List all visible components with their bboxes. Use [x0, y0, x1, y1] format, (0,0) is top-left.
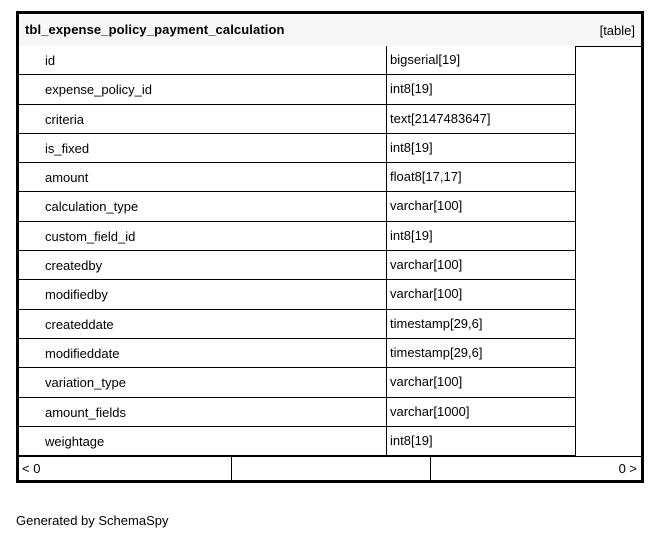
- column-type: varchar[100]: [390, 257, 463, 273]
- children-count[interactable]: 0 >: [618, 461, 637, 476]
- table-node: [16, 11, 644, 483]
- column-name-cell: [19, 398, 387, 427]
- column-name: id: [45, 53, 56, 68]
- column-name-cell: [19, 280, 387, 309]
- column-type-cell: [387, 134, 576, 163]
- column-name: is_fixed: [45, 140, 90, 156]
- column-type: bigserial[19]: [390, 52, 461, 67]
- column-name-cell: [19, 222, 387, 251]
- column-row: [19, 280, 641, 309]
- footer-spacer-cell: [232, 457, 431, 480]
- column-name: amount_fields: [45, 404, 126, 420]
- column-name: calculation_type: [45, 199, 139, 215]
- column-name-cell: [19, 134, 387, 163]
- generated-by-label: Generated by SchemaSpy: [16, 513, 169, 528]
- column-type: float8[17,17]: [390, 169, 462, 185]
- column-list: [19, 46, 641, 456]
- column-type: int8[19]: [390, 432, 433, 448]
- column-type-cell: [387, 222, 576, 251]
- column-type-cell: [387, 75, 576, 104]
- column-type: varchar[100]: [390, 286, 463, 302]
- column-row: [19, 192, 641, 221]
- column-row: [19, 251, 641, 280]
- column-type: varchar[100]: [390, 374, 463, 390]
- column-name: amount: [45, 170, 89, 186]
- column-type: varchar[100]: [390, 198, 463, 214]
- column-name-cell: [19, 427, 387, 456]
- parents-cell: [19, 457, 232, 480]
- column-type: timestamp[29,6]: [390, 344, 483, 360]
- column-row: [19, 310, 641, 339]
- column-row: [19, 427, 641, 456]
- column-name-cell: [19, 192, 387, 221]
- table-kind-label: [table]: [599, 23, 635, 38]
- column-name: criteria: [45, 111, 85, 127]
- column-row: [19, 105, 641, 134]
- column-name: expense_policy_id: [45, 82, 152, 98]
- column-name-cell: [19, 46, 387, 75]
- parents-count[interactable]: < 0: [22, 461, 41, 476]
- column-type-cell: [387, 251, 576, 280]
- column-name-cell: [19, 368, 387, 397]
- column-type: int8[19]: [390, 227, 433, 243]
- column-type: timestamp[29,6]: [390, 315, 483, 331]
- children-cell: [431, 457, 641, 480]
- column-name-cell: [19, 339, 387, 368]
- column-type: varchar[1000]: [390, 403, 470, 419]
- column-type-cell: [387, 339, 576, 368]
- column-type-cell: [387, 105, 576, 134]
- column-row: [19, 46, 641, 75]
- column-type-cell: [387, 46, 576, 75]
- column-type-cell: [387, 368, 576, 397]
- column-type-cell: [387, 192, 576, 221]
- column-row: [19, 339, 641, 368]
- column-name: weightage: [45, 433, 105, 449]
- column-row: [19, 75, 641, 104]
- column-row: [19, 163, 641, 192]
- column-type: int8[19]: [390, 81, 433, 97]
- column-type: int8[19]: [390, 139, 433, 155]
- table-name: tbl_expense_policy_payment_calculation: [25, 22, 285, 37]
- column-name-cell: [19, 310, 387, 339]
- column-name: createddate: [45, 316, 114, 332]
- column-name: modifiedby: [45, 287, 108, 303]
- column-type: text[2147483647]: [390, 110, 491, 126]
- column-name-cell: [19, 163, 387, 192]
- column-type-cell: [387, 310, 576, 339]
- column-type-cell: [387, 280, 576, 309]
- column-row: [19, 368, 641, 397]
- column-type-cell: [387, 398, 576, 427]
- column-name-cell: [19, 75, 387, 104]
- column-name: modifieddate: [45, 345, 120, 361]
- column-row: [19, 134, 641, 163]
- column-name: createdby: [45, 258, 103, 274]
- column-row: [19, 222, 641, 251]
- table-header: [19, 14, 641, 47]
- column-name: custom_field_id: [45, 228, 136, 244]
- column-type-cell: [387, 163, 576, 192]
- table-footer: [19, 456, 641, 480]
- column-row: [19, 398, 641, 427]
- column-type-cell: [387, 427, 576, 456]
- column-name-cell: [19, 251, 387, 280]
- column-name: variation_type: [45, 375, 126, 391]
- column-name-cell: [19, 105, 387, 134]
